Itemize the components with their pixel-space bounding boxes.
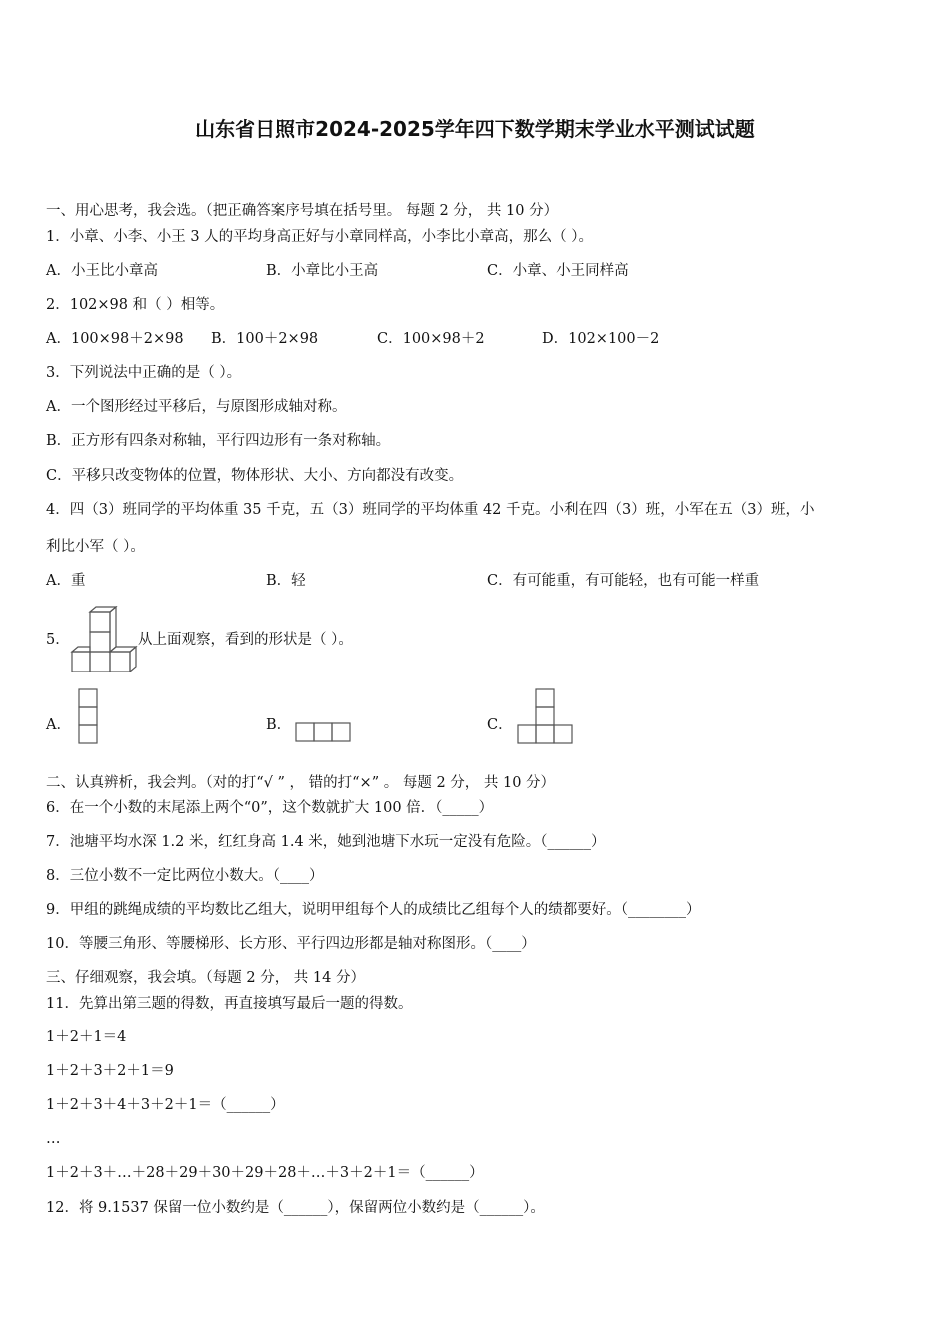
section-2-heading: 二、认真辨析，我会判。（对的打“√ ” ， 错的打“×” 。 每题 2 分， 共 10 分） [46, 775, 556, 791]
question-1-option-c: C．小章、小王同样高 [487, 263, 629, 279]
question-4-option-a: A．重 [46, 573, 86, 589]
question-4-stem-line-2: 利比小军（ ）。 [46, 539, 145, 555]
section-3-heading: 三、仔细观察，我会填。（每题 2 分， 共 14 分） [46, 970, 365, 986]
question-1-option-a: A．小王比小章高 [46, 263, 158, 279]
question-2-option-c: C．100×98＋2 [377, 331, 485, 347]
page-title: 山东省日照市2024-2025学年四下数学期末学业水平测试试题 [195, 117, 755, 141]
question-7: 7．池塘平均水深 1.2 米，红红身高 1.4 米，她到池塘下水玩一定没有危险。（______） [46, 834, 606, 850]
question-8: 8．三位小数不一定比两位小数大。（____） [46, 868, 324, 884]
question-11-line-4: … [46, 1131, 61, 1147]
question-11-line-5: 1＋2＋3＋…＋28＋29＋30＋29＋28＋…＋3＋2＋1＝（______） [46, 1165, 484, 1181]
question-3-option-b: B．正方形有四条对称轴，平行四边形有一条对称轴。 [46, 433, 391, 449]
section-1-heading: 一、用心思考，我会选。（把正确答案序号填在括号里。 每题 2 分， 共 10 分） [46, 203, 559, 219]
question-1-stem: 1．小章、小李、小王 3 人的平均身高正好与小章同样高，小李比小章高，那么（ ）。 [46, 229, 594, 245]
question-6: 6．在一个小数的末尾添上两个“0”，这个数就扩大 100 倍．（_____） [46, 800, 494, 816]
question-5-option-c-figure [517, 688, 577, 746]
question-9: 9．甲组的跳绳成绩的平均数比乙组大，说明甲组每个人的成绩比乙组每个人的绩都要好。（________） [46, 902, 701, 918]
question-11-line-2: 1＋2＋3＋2＋1＝9 [46, 1063, 174, 1079]
question-5-stem: 从上面观察，看到的形状是（ ）。 [138, 632, 353, 648]
question-3-stem: 3．下列说法中正确的是（ ）。 [46, 365, 242, 381]
question-4-stem-line-1: 4．四（3）班同学的平均体重 35 千克，五（3）班同学的平均体重 42 千克。小利在四（3）班，小军在五（3）班，小 [46, 502, 815, 518]
question-2-option-b: B．100＋2×98 [211, 331, 319, 347]
question-5-option-b-figure [295, 722, 355, 744]
question-4-option-c: C．有可能重，有可能轻，也有可能一样重 [487, 573, 760, 589]
question-5-3d-cube-figure [70, 606, 138, 672]
question-5-number: 5． [46, 632, 70, 648]
question-11-stem: 11．先算出第三题的得数，再直接填写最后一题的得数。 [46, 996, 413, 1012]
question-3-option-a: A．一个图形经过平移后，与原图形成轴对称。 [46, 399, 347, 415]
question-2-option-d: D．102×100－2 [542, 331, 660, 347]
question-3-option-c: C．平移只改变物体的位置，物体形状、大小、方向都没有改变。 [46, 468, 464, 484]
question-2-option-a: A．100×98＋2×98 [46, 331, 184, 347]
question-5-option-a-figure [78, 688, 100, 746]
question-5-option-b: B． [266, 717, 292, 733]
question-1-option-b: B．小章比小王高 [266, 263, 379, 279]
question-11-line-1: 1＋2＋1＝4 [46, 1029, 127, 1045]
question-2-stem: 2．102×98 和（ ）相等。 [46, 297, 225, 313]
question-12: 12．将 9.1537 保留一位小数约是（______），保留两位小数约是（______）。 [46, 1200, 545, 1216]
question-5-option-c: C． [487, 717, 513, 733]
question-11-line-3: 1＋2＋3＋4＋3＋2＋1＝（______） [46, 1097, 285, 1113]
question-4-option-b: B．轻 [266, 573, 306, 589]
question-10: 10．等腰三角形、等腰梯形、长方形、平行四边形都是轴对称图形。（____） [46, 936, 536, 952]
question-5-option-a: A． [46, 717, 71, 733]
